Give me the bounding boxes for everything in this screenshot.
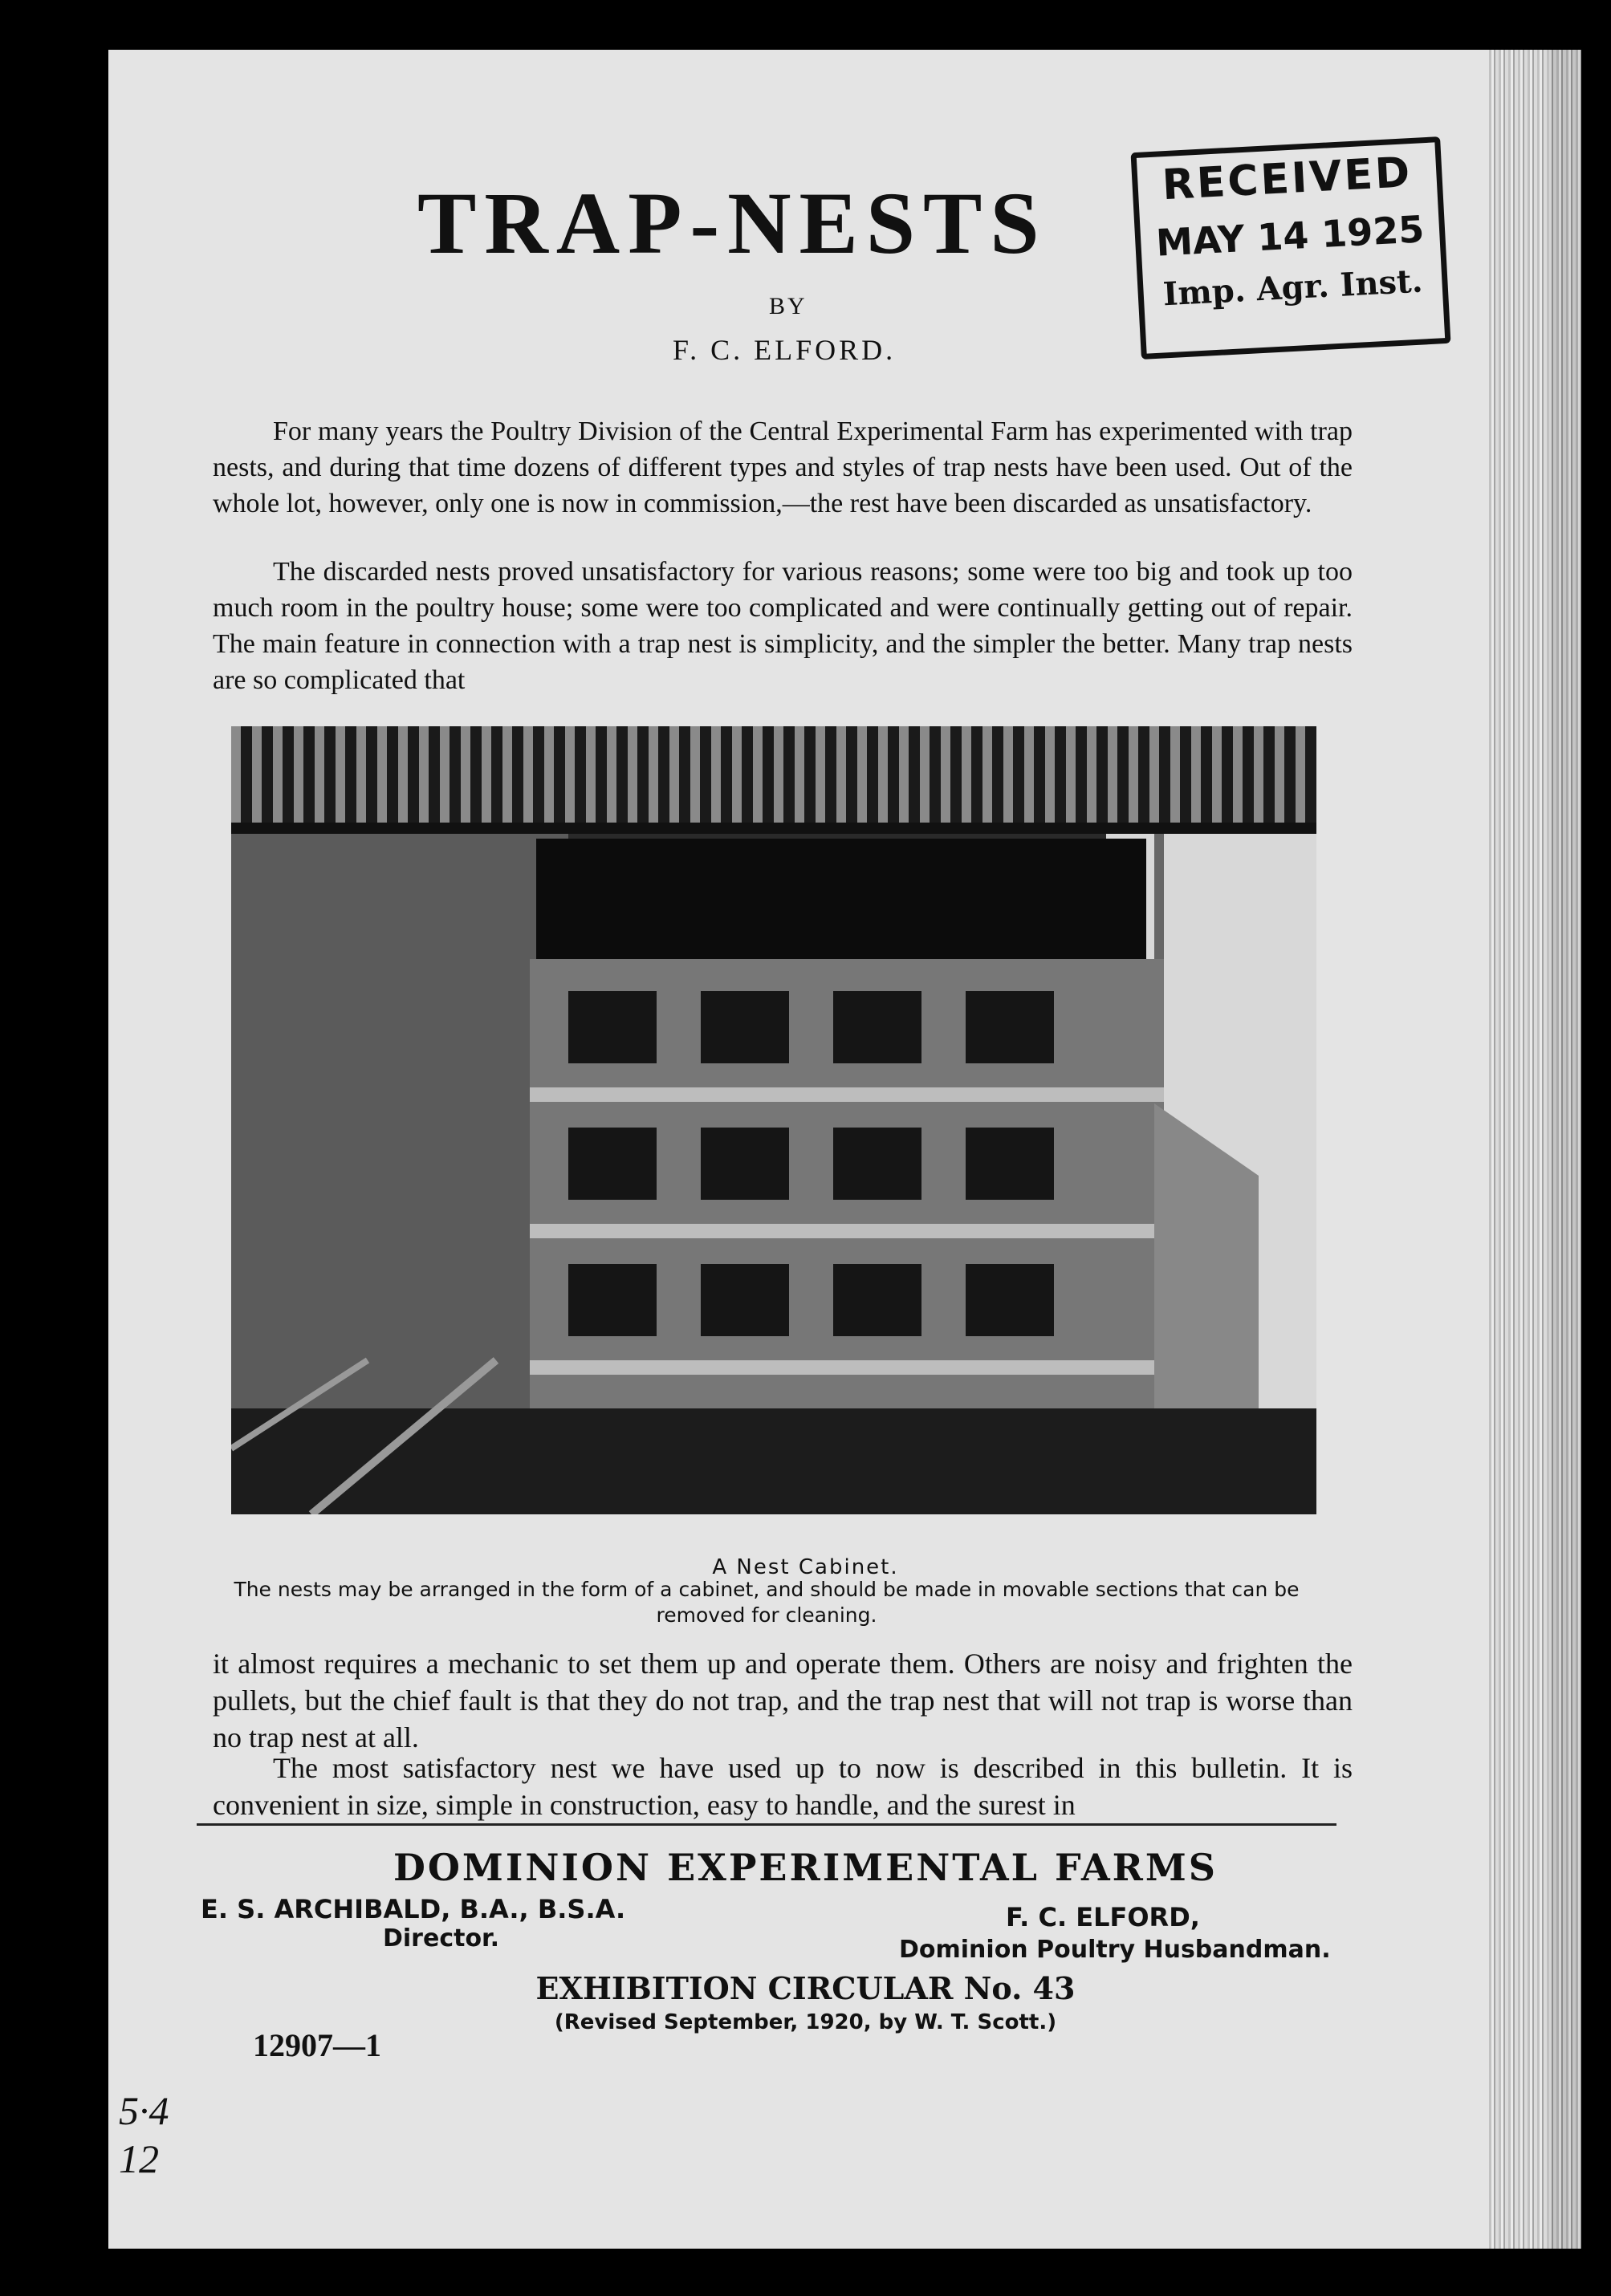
revision-note: (Revised September, 1920, by W. T. Scott.) <box>554 2010 1057 2034</box>
page-title: TRAP-NESTS <box>417 174 1048 272</box>
paragraph-2: The discarded nests proved unsatisfactory for various reasons; some were too big and took up too much room in the poultry house; some were too complicated and were continually getting out of repair. The main feature in connection with a trap nest is simplicity, and the simpler the better. Many trap nests are so complicated that <box>213 557 1353 695</box>
handwritten-margin-note: 5·4 12 <box>119 2088 169 2181</box>
figure-caption-title: A Nest Cabinet. <box>712 1555 899 1579</box>
stamp-date: MAY 14 1925 <box>1154 207 1426 265</box>
director-title: Director. <box>383 1924 499 1953</box>
received-stamp <box>1131 136 1451 360</box>
print-code: 12907—1 <box>253 2027 381 2063</box>
byline-author: F. C. ELFORD. <box>673 334 897 366</box>
stamp-received: RECEIVED <box>1161 148 1414 210</box>
paragraph-4: The most satisfactory nest we have used up to now is described in this bulletin. It is convenient in size, simple in construction, easy to handle, and the surest in <box>213 1752 1353 1821</box>
stamp-institution: Imp. Agr. Inst. <box>1161 262 1424 314</box>
circular-number: EXHIBITION CIRCULAR No. 43 <box>535 1970 1076 2006</box>
paragraph-1: For many years the Poultry Division of the Central Experimental Farm has experimented with trap nests, and during that time dozens of different types and styles of trap nests have been used. Out of the whole lot, however, only one is now in commission,—the rest have been discarded as unsatisfactory. <box>213 417 1353 518</box>
husbandman-name: F. C. ELFORD, <box>1006 1902 1200 1932</box>
organization-name: DOMINION EXPERIMENTAL FARMS <box>393 1846 1218 1889</box>
footer-divider <box>197 1823 1336 1826</box>
byline-by: BY <box>769 293 808 319</box>
nest-cabinet-photo <box>231 726 1316 1514</box>
director-name: E. S. ARCHIBALD, B.A., B.S.A. <box>201 1894 626 1924</box>
figure-caption-text: The nests may be arranged in the form of a cabinet, and should be made in movable sections that can be removed for cleaning. <box>234 1578 1300 1627</box>
husbandman-title: Dominion Poultry Husbandman. <box>899 1936 1331 1964</box>
book-spine-edge <box>1489 50 1581 2249</box>
paragraph-3: it almost requires a mechanic to set them up and operate them. Others are noisy and frighten the pullets, but the chief fault is that they do not trap, and the trap nest that will not trap is worse than no trap nest at all. <box>213 1648 1353 1753</box>
